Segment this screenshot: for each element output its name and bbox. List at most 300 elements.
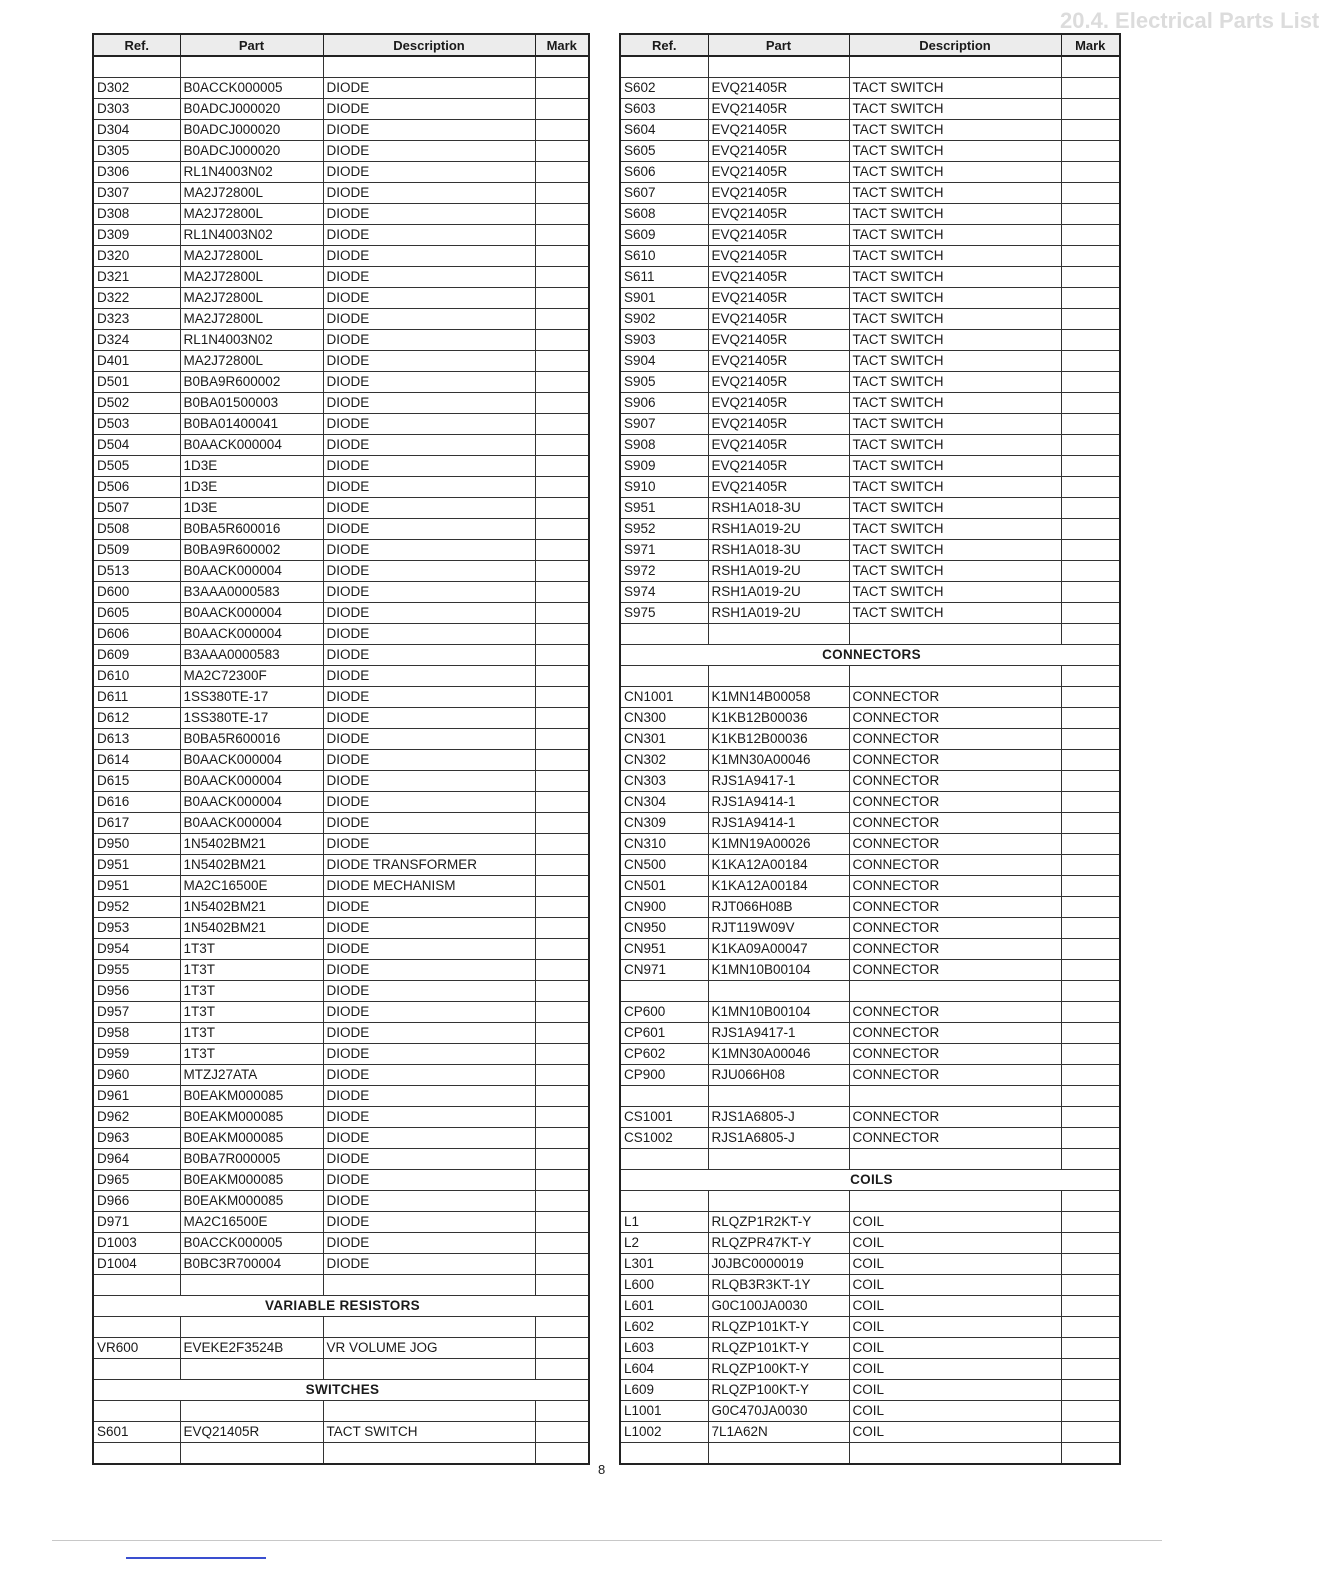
table-row bbox=[620, 267, 1120, 288]
section-row bbox=[93, 1296, 589, 1317]
ref-cell: S602 bbox=[620, 78, 708, 99]
mark-cell bbox=[1061, 729, 1120, 750]
mark-cell bbox=[1061, 1107, 1120, 1128]
page-heading: 20.4. Electrical Parts List bbox=[1060, 8, 1319, 33]
table-row bbox=[93, 267, 589, 288]
table-row bbox=[93, 1233, 589, 1254]
mark-cell bbox=[535, 1086, 589, 1107]
description-cell: DIODE bbox=[323, 330, 535, 351]
part-cell: B0BA01500003 bbox=[180, 393, 323, 414]
part-cell: B0AACK000004 bbox=[180, 813, 323, 834]
table-row bbox=[93, 645, 589, 666]
part-cell: EVQ21405R bbox=[708, 330, 849, 351]
empty-cell bbox=[180, 1275, 323, 1296]
mark-cell bbox=[1061, 897, 1120, 918]
blank-row bbox=[620, 1086, 1120, 1107]
part-cell: B0BA5R600016 bbox=[180, 729, 323, 750]
empty-cell bbox=[1061, 981, 1120, 1002]
mark-cell bbox=[535, 624, 589, 645]
blank-row bbox=[620, 56, 1120, 78]
mark-cell bbox=[1061, 309, 1120, 330]
empty-cell bbox=[93, 1401, 180, 1422]
description-cell: CONNECTOR bbox=[849, 855, 1061, 876]
description-cell: DIODE bbox=[323, 1191, 535, 1212]
description-cell: DIODE bbox=[323, 1065, 535, 1086]
mark-cell bbox=[535, 309, 589, 330]
description-cell: TACT SWITCH bbox=[849, 204, 1061, 225]
description-cell: COIL bbox=[849, 1317, 1061, 1338]
ref-cell: D304 bbox=[93, 120, 180, 141]
description-cell: DIODE bbox=[323, 477, 535, 498]
part-cell: B0AACK000004 bbox=[180, 750, 323, 771]
part-cell: RLQB3R3KT-1Y bbox=[708, 1275, 849, 1296]
table-row bbox=[93, 183, 589, 204]
mark-cell bbox=[1061, 78, 1120, 99]
header-ref: Ref. bbox=[620, 34, 708, 56]
part-cell: K1KA12A00184 bbox=[708, 876, 849, 897]
empty-cell bbox=[1061, 666, 1120, 687]
ref-cell: D506 bbox=[93, 477, 180, 498]
table-row bbox=[93, 456, 589, 477]
table-row bbox=[620, 834, 1120, 855]
empty-cell bbox=[180, 1401, 323, 1422]
part-cell: MA2J72800L bbox=[180, 351, 323, 372]
table-row bbox=[93, 1002, 589, 1023]
mark-cell bbox=[1061, 1023, 1120, 1044]
table-row bbox=[93, 897, 589, 918]
mark-cell bbox=[535, 1191, 589, 1212]
table-row bbox=[620, 708, 1120, 729]
part-cell: RSH1A019-2U bbox=[708, 582, 849, 603]
mark-cell bbox=[535, 1023, 589, 1044]
part-cell: 1N5402BM21 bbox=[180, 897, 323, 918]
empty-cell bbox=[1061, 624, 1120, 645]
ref-cell: D504 bbox=[93, 435, 180, 456]
empty-cell bbox=[849, 1191, 1061, 1212]
part-cell: B0AACK000004 bbox=[180, 603, 323, 624]
blank-row bbox=[620, 1149, 1120, 1170]
description-cell: DIODE bbox=[323, 834, 535, 855]
table-row bbox=[93, 372, 589, 393]
mark-cell bbox=[535, 561, 589, 582]
table-row bbox=[93, 435, 589, 456]
table-row bbox=[93, 498, 589, 519]
part-cell: RL1N4003N02 bbox=[180, 225, 323, 246]
part-cell: 1T3T bbox=[180, 939, 323, 960]
table-row bbox=[93, 981, 589, 1002]
mark-cell bbox=[535, 834, 589, 855]
description-cell: CONNECTOR bbox=[849, 687, 1061, 708]
description-cell: DIODE TRANSFORMER bbox=[323, 855, 535, 876]
mark-cell bbox=[1061, 939, 1120, 960]
ref-cell: L603 bbox=[620, 1338, 708, 1359]
ref-cell: D505 bbox=[93, 456, 180, 477]
mark-cell bbox=[1061, 267, 1120, 288]
ref-cell: D323 bbox=[93, 309, 180, 330]
table-row bbox=[620, 540, 1120, 561]
description-cell: DIODE bbox=[323, 603, 535, 624]
table-row bbox=[620, 792, 1120, 813]
ref-cell: D307 bbox=[93, 183, 180, 204]
table-row bbox=[620, 960, 1120, 981]
ref-cell: D508 bbox=[93, 519, 180, 540]
mark-cell bbox=[1061, 351, 1120, 372]
table-row bbox=[620, 582, 1120, 603]
ref-cell: L600 bbox=[620, 1275, 708, 1296]
part-cell: K1MN10B00104 bbox=[708, 1002, 849, 1023]
empty-cell bbox=[93, 1443, 180, 1465]
description-cell: COIL bbox=[849, 1254, 1061, 1275]
part-cell: MTZJ27ATA bbox=[180, 1065, 323, 1086]
mark-cell bbox=[535, 519, 589, 540]
table-row bbox=[93, 855, 589, 876]
ref-cell: D953 bbox=[93, 918, 180, 939]
table-row bbox=[620, 1422, 1120, 1443]
table-row bbox=[620, 1254, 1120, 1275]
mark-cell bbox=[535, 435, 589, 456]
empty-cell bbox=[1061, 1443, 1120, 1465]
section-title: COILS bbox=[620, 1170, 1120, 1191]
empty-cell bbox=[620, 1443, 708, 1465]
part-cell: 7L1A62N bbox=[708, 1422, 849, 1443]
ref-cell: S604 bbox=[620, 120, 708, 141]
part-cell: 1D3E bbox=[180, 477, 323, 498]
empty-cell bbox=[708, 666, 849, 687]
mark-cell bbox=[535, 498, 589, 519]
table-row bbox=[93, 792, 589, 813]
part-cell: 1N5402BM21 bbox=[180, 834, 323, 855]
empty-cell bbox=[849, 666, 1061, 687]
mark-cell bbox=[535, 1254, 589, 1275]
description-cell: DIODE bbox=[323, 708, 535, 729]
part-cell: B0BA9R600002 bbox=[180, 540, 323, 561]
empty-cell bbox=[323, 56, 535, 78]
table-row bbox=[620, 876, 1120, 897]
ref-cell: D1003 bbox=[93, 1233, 180, 1254]
part-cell: RJS1A9414-1 bbox=[708, 792, 849, 813]
table-row bbox=[93, 918, 589, 939]
description-cell: DIODE bbox=[323, 393, 535, 414]
ref-cell: S601 bbox=[93, 1422, 180, 1443]
ref-cell: D952 bbox=[93, 897, 180, 918]
empty-cell bbox=[535, 1275, 589, 1296]
part-cell: RSH1A019-2U bbox=[708, 561, 849, 582]
part-cell: EVQ21405R bbox=[708, 393, 849, 414]
ref-cell: D965 bbox=[93, 1170, 180, 1191]
description-cell: CONNECTOR bbox=[849, 1065, 1061, 1086]
part-cell: EVQ21405R bbox=[708, 351, 849, 372]
mark-cell bbox=[1061, 603, 1120, 624]
mark-cell bbox=[1061, 708, 1120, 729]
part-cell: RJS1A9417-1 bbox=[708, 1023, 849, 1044]
description-cell: CONNECTOR bbox=[849, 1107, 1061, 1128]
table-row bbox=[93, 1422, 589, 1443]
part-cell: 1T3T bbox=[180, 981, 323, 1002]
part-cell: EVQ21405R bbox=[708, 225, 849, 246]
mark-cell bbox=[535, 981, 589, 1002]
table-row bbox=[620, 141, 1120, 162]
empty-cell bbox=[180, 1443, 323, 1465]
ref-cell: D322 bbox=[93, 288, 180, 309]
part-cell: G0C100JA0030 bbox=[708, 1296, 849, 1317]
mark-cell bbox=[535, 813, 589, 834]
ref-cell: CN309 bbox=[620, 813, 708, 834]
table-row bbox=[93, 477, 589, 498]
mark-cell bbox=[535, 99, 589, 120]
part-cell: K1KB12B00036 bbox=[708, 708, 849, 729]
description-cell: TACT SWITCH bbox=[849, 78, 1061, 99]
description-cell: CONNECTOR bbox=[849, 792, 1061, 813]
part-cell: RJU066H08 bbox=[708, 1065, 849, 1086]
table-row bbox=[93, 1107, 589, 1128]
mark-cell bbox=[535, 771, 589, 792]
empty-cell bbox=[323, 1443, 535, 1465]
empty-cell bbox=[180, 56, 323, 78]
table-row bbox=[620, 1233, 1120, 1254]
table-row bbox=[93, 750, 589, 771]
description-cell: TACT SWITCH bbox=[849, 225, 1061, 246]
ref-cell: CN310 bbox=[620, 834, 708, 855]
part-cell: MA2J72800L bbox=[180, 267, 323, 288]
mark-cell bbox=[1061, 1002, 1120, 1023]
description-cell: TACT SWITCH bbox=[849, 267, 1061, 288]
ref-cell: S610 bbox=[620, 246, 708, 267]
table-row bbox=[620, 1212, 1120, 1233]
empty-cell bbox=[849, 1086, 1061, 1107]
part-cell: RJS1A6805-J bbox=[708, 1128, 849, 1149]
ref-cell: D961 bbox=[93, 1086, 180, 1107]
ref-cell: S972 bbox=[620, 561, 708, 582]
mark-cell bbox=[1061, 246, 1120, 267]
table-row bbox=[620, 246, 1120, 267]
description-cell: COIL bbox=[849, 1422, 1061, 1443]
part-cell: RLQZPR47KT-Y bbox=[708, 1233, 849, 1254]
empty-cell bbox=[93, 1275, 180, 1296]
part-cell: RSH1A019-2U bbox=[708, 603, 849, 624]
part-cell: EVQ21405R bbox=[708, 183, 849, 204]
mark-cell bbox=[535, 645, 589, 666]
table-row bbox=[620, 687, 1120, 708]
description-cell: COIL bbox=[849, 1233, 1061, 1254]
part-cell: EVQ21405R bbox=[708, 246, 849, 267]
part-cell: B0ACCK000005 bbox=[180, 78, 323, 99]
ref-cell: D959 bbox=[93, 1044, 180, 1065]
table-row bbox=[93, 1212, 589, 1233]
table-row bbox=[93, 960, 589, 981]
description-cell: DIODE bbox=[323, 1254, 535, 1275]
description-cell: CONNECTOR bbox=[849, 1044, 1061, 1065]
part-cell: K1MN19A00026 bbox=[708, 834, 849, 855]
table-row bbox=[620, 78, 1120, 99]
empty-cell bbox=[620, 1191, 708, 1212]
part-cell: B0BA9R600002 bbox=[180, 372, 323, 393]
mark-cell bbox=[535, 1044, 589, 1065]
blank-row bbox=[620, 666, 1120, 687]
mark-cell bbox=[1061, 834, 1120, 855]
mark-cell bbox=[1061, 120, 1120, 141]
part-cell: MA2C16500E bbox=[180, 1212, 323, 1233]
empty-cell bbox=[849, 1443, 1061, 1465]
part-cell: B0EAKM000085 bbox=[180, 1128, 323, 1149]
mark-cell bbox=[1061, 498, 1120, 519]
empty-cell bbox=[93, 1359, 180, 1380]
mark-cell bbox=[535, 1338, 589, 1359]
ref-cell: S907 bbox=[620, 414, 708, 435]
part-cell: EVQ21405R bbox=[708, 414, 849, 435]
ref-cell: D302 bbox=[93, 78, 180, 99]
part-cell: EVQ21405R bbox=[708, 120, 849, 141]
description-cell: CONNECTOR bbox=[849, 939, 1061, 960]
description-cell: DIODE bbox=[323, 918, 535, 939]
ref-cell: D610 bbox=[93, 666, 180, 687]
ref-cell: D320 bbox=[93, 246, 180, 267]
mark-cell bbox=[535, 204, 589, 225]
empty-cell bbox=[535, 1443, 589, 1465]
mark-cell bbox=[1061, 1233, 1120, 1254]
blank-row bbox=[93, 1401, 589, 1422]
table-header-row bbox=[620, 34, 1120, 56]
table-row bbox=[620, 414, 1120, 435]
part-cell: EVQ21405R bbox=[708, 456, 849, 477]
empty-cell bbox=[180, 1359, 323, 1380]
empty-cell bbox=[708, 1443, 849, 1465]
ref-cell: CN950 bbox=[620, 918, 708, 939]
table-row bbox=[620, 288, 1120, 309]
mark-cell bbox=[535, 855, 589, 876]
description-cell: TACT SWITCH bbox=[849, 372, 1061, 393]
description-cell: DIODE bbox=[323, 1023, 535, 1044]
mark-cell bbox=[1061, 288, 1120, 309]
description-cell: DIODE bbox=[323, 267, 535, 288]
description-cell: COIL bbox=[849, 1338, 1061, 1359]
part-cell: EVQ21405R bbox=[708, 267, 849, 288]
description-cell: CONNECTOR bbox=[849, 834, 1061, 855]
part-cell: B0ACCK000005 bbox=[180, 1233, 323, 1254]
table-row bbox=[620, 519, 1120, 540]
part-cell: MA2J72800L bbox=[180, 309, 323, 330]
mark-cell bbox=[535, 162, 589, 183]
part-cell: RJS1A9414-1 bbox=[708, 813, 849, 834]
ref-cell: D614 bbox=[93, 750, 180, 771]
table-row bbox=[620, 99, 1120, 120]
part-cell: RLQZP1R2KT-Y bbox=[708, 1212, 849, 1233]
mark-cell bbox=[1061, 876, 1120, 897]
part-cell: MA2J72800L bbox=[180, 183, 323, 204]
part-cell: B0ADCJ000020 bbox=[180, 120, 323, 141]
ref-cell: CN1001 bbox=[620, 687, 708, 708]
part-cell: 1D3E bbox=[180, 498, 323, 519]
section-title: VARIABLE RESISTORS bbox=[93, 1296, 589, 1317]
ref-cell: CP900 bbox=[620, 1065, 708, 1086]
description-cell: CONNECTOR bbox=[849, 918, 1061, 939]
description-cell: DIODE bbox=[323, 1044, 535, 1065]
ref-cell: S609 bbox=[620, 225, 708, 246]
table-row bbox=[620, 918, 1120, 939]
part-cell: RSH1A018-3U bbox=[708, 498, 849, 519]
description-cell: TACT SWITCH bbox=[849, 183, 1061, 204]
mark-cell bbox=[1061, 519, 1120, 540]
mark-cell bbox=[535, 876, 589, 897]
description-cell: TACT SWITCH bbox=[849, 414, 1061, 435]
ref-cell: D606 bbox=[93, 624, 180, 645]
mark-cell bbox=[1061, 456, 1120, 477]
description-cell: CONNECTOR bbox=[849, 771, 1061, 792]
header-description: Description bbox=[849, 34, 1061, 56]
table-row bbox=[620, 813, 1120, 834]
empty-cell bbox=[323, 1317, 535, 1338]
blank-row bbox=[93, 1275, 589, 1296]
part-cell: MA2C16500E bbox=[180, 876, 323, 897]
table-row bbox=[93, 687, 589, 708]
description-cell: CONNECTOR bbox=[849, 960, 1061, 981]
empty-cell bbox=[849, 624, 1061, 645]
ref-cell: S905 bbox=[620, 372, 708, 393]
part-cell: EVQ21405R bbox=[708, 141, 849, 162]
part-cell: 1T3T bbox=[180, 960, 323, 981]
mark-cell bbox=[535, 1128, 589, 1149]
part-cell: G0C470JA0030 bbox=[708, 1401, 849, 1422]
table-row bbox=[93, 582, 589, 603]
mark-cell bbox=[1061, 1380, 1120, 1401]
table-row bbox=[620, 603, 1120, 624]
part-cell: EVQ21405R bbox=[708, 99, 849, 120]
table-row bbox=[93, 876, 589, 897]
description-cell: VR VOLUME JOG bbox=[323, 1338, 535, 1359]
part-cell: B0AACK000004 bbox=[180, 435, 323, 456]
table-row bbox=[620, 1359, 1120, 1380]
part-cell: B0AACK000004 bbox=[180, 792, 323, 813]
blank-row bbox=[93, 1317, 589, 1338]
blank-row bbox=[93, 1359, 589, 1380]
mark-cell bbox=[1061, 1338, 1120, 1359]
description-cell: DIODE bbox=[323, 624, 535, 645]
ref-cell: CN303 bbox=[620, 771, 708, 792]
header-mark: Mark bbox=[1061, 34, 1120, 56]
table-row bbox=[620, 162, 1120, 183]
table-row bbox=[93, 246, 589, 267]
mark-cell bbox=[1061, 1359, 1120, 1380]
description-cell: CONNECTOR bbox=[849, 897, 1061, 918]
mark-cell bbox=[1061, 1254, 1120, 1275]
blank-row bbox=[620, 981, 1120, 1002]
table-row bbox=[620, 750, 1120, 771]
ref-cell: S910 bbox=[620, 477, 708, 498]
description-cell: DIODE bbox=[323, 1086, 535, 1107]
ref-cell: CN951 bbox=[620, 939, 708, 960]
empty-cell bbox=[93, 56, 180, 78]
description-cell: TACT SWITCH bbox=[849, 435, 1061, 456]
ref-cell: S611 bbox=[620, 267, 708, 288]
part-cell: MA2J72800L bbox=[180, 204, 323, 225]
ref-cell: CN301 bbox=[620, 729, 708, 750]
ref-cell: D502 bbox=[93, 393, 180, 414]
ref-cell: D971 bbox=[93, 1212, 180, 1233]
description-cell: TACT SWITCH bbox=[849, 288, 1061, 309]
mark-cell bbox=[1061, 330, 1120, 351]
table-row bbox=[620, 1107, 1120, 1128]
part-cell: MA2J72800L bbox=[180, 246, 323, 267]
table-row bbox=[620, 1275, 1120, 1296]
ref-cell: CN300 bbox=[620, 708, 708, 729]
table-row bbox=[620, 561, 1120, 582]
ref-cell: S603 bbox=[620, 99, 708, 120]
table-row bbox=[93, 813, 589, 834]
mark-cell bbox=[535, 1065, 589, 1086]
part-cell: 1N5402BM21 bbox=[180, 918, 323, 939]
description-cell: TACT SWITCH bbox=[849, 477, 1061, 498]
description-cell: DIODE bbox=[323, 666, 535, 687]
ref-cell: D501 bbox=[93, 372, 180, 393]
